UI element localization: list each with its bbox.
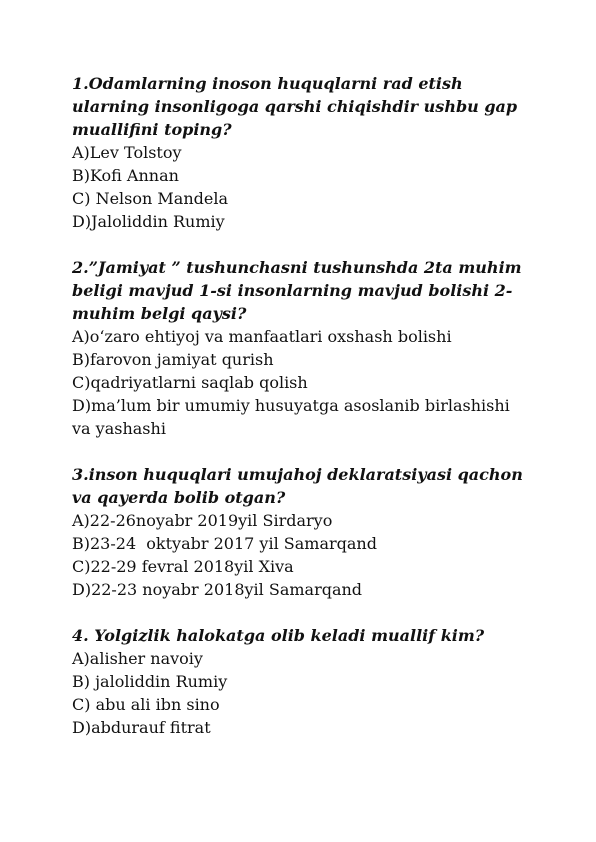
document-page bbox=[72, 72, 532, 762]
question-3 bbox=[72, 463, 532, 601]
option-d: D)abdurauf fitrat bbox=[72, 718, 211, 737]
option-c: C) Nelson Mandela bbox=[72, 189, 228, 208]
option-d: D)22-23 noyabr 2018yil Samarqand bbox=[72, 580, 363, 599]
question-text: 4. Yolgizlik halokatga olib keladi muallif kim? bbox=[72, 626, 485, 645]
option-d: D)ma’lum bir umumiy husuyatga asoslanib birlashishi va yashashi bbox=[72, 396, 515, 438]
question-4 bbox=[72, 624, 532, 739]
option-b: B) jaloliddin Rumiy bbox=[72, 672, 228, 691]
option-b: B)23-24 oktyabr 2017 yil Samarqand bbox=[72, 534, 377, 553]
question-text: 2.”Jamiyat ” tushunchasni tushunshda 2ta muhim beligi mavjud 1-si insonlarning mavjud bolishi 2-muhim belgi qaysi? bbox=[72, 258, 528, 323]
question-text: 1.Odamlarning inoson huquqlarni rad etish ularning insonligoga qarshi chiqishdir ushbu gap muallifini toping? bbox=[72, 74, 523, 139]
option-a: A)alisher navoiy bbox=[72, 649, 203, 668]
option-c: C) abu ali ibn sino bbox=[72, 695, 220, 714]
option-c: C)qadriyatlarni saqlab qolish bbox=[72, 373, 308, 392]
option-d: D)Jaloliddin Rumiy bbox=[72, 212, 225, 231]
option-b: B)farovon jamiyat qurish bbox=[72, 350, 274, 369]
question-2 bbox=[72, 256, 532, 440]
option-b: B)Kofi Annan bbox=[72, 166, 179, 185]
option-a: A)Lev Tolstoy bbox=[72, 143, 182, 162]
question-1 bbox=[72, 72, 532, 233]
option-a: A)o‘zaro ehtiyoj va manfaatlari oxshash bolishi bbox=[72, 327, 452, 346]
option-a: A)22-26noyabr 2019yil Sirdaryo bbox=[72, 511, 333, 530]
option-c: C)22-29 fevral 2018yil Xiva bbox=[72, 557, 294, 576]
question-text: 3.inson huquqlari umujahoj deklaratsiyasi qachon va qayerda bolib otgan? bbox=[72, 465, 529, 507]
